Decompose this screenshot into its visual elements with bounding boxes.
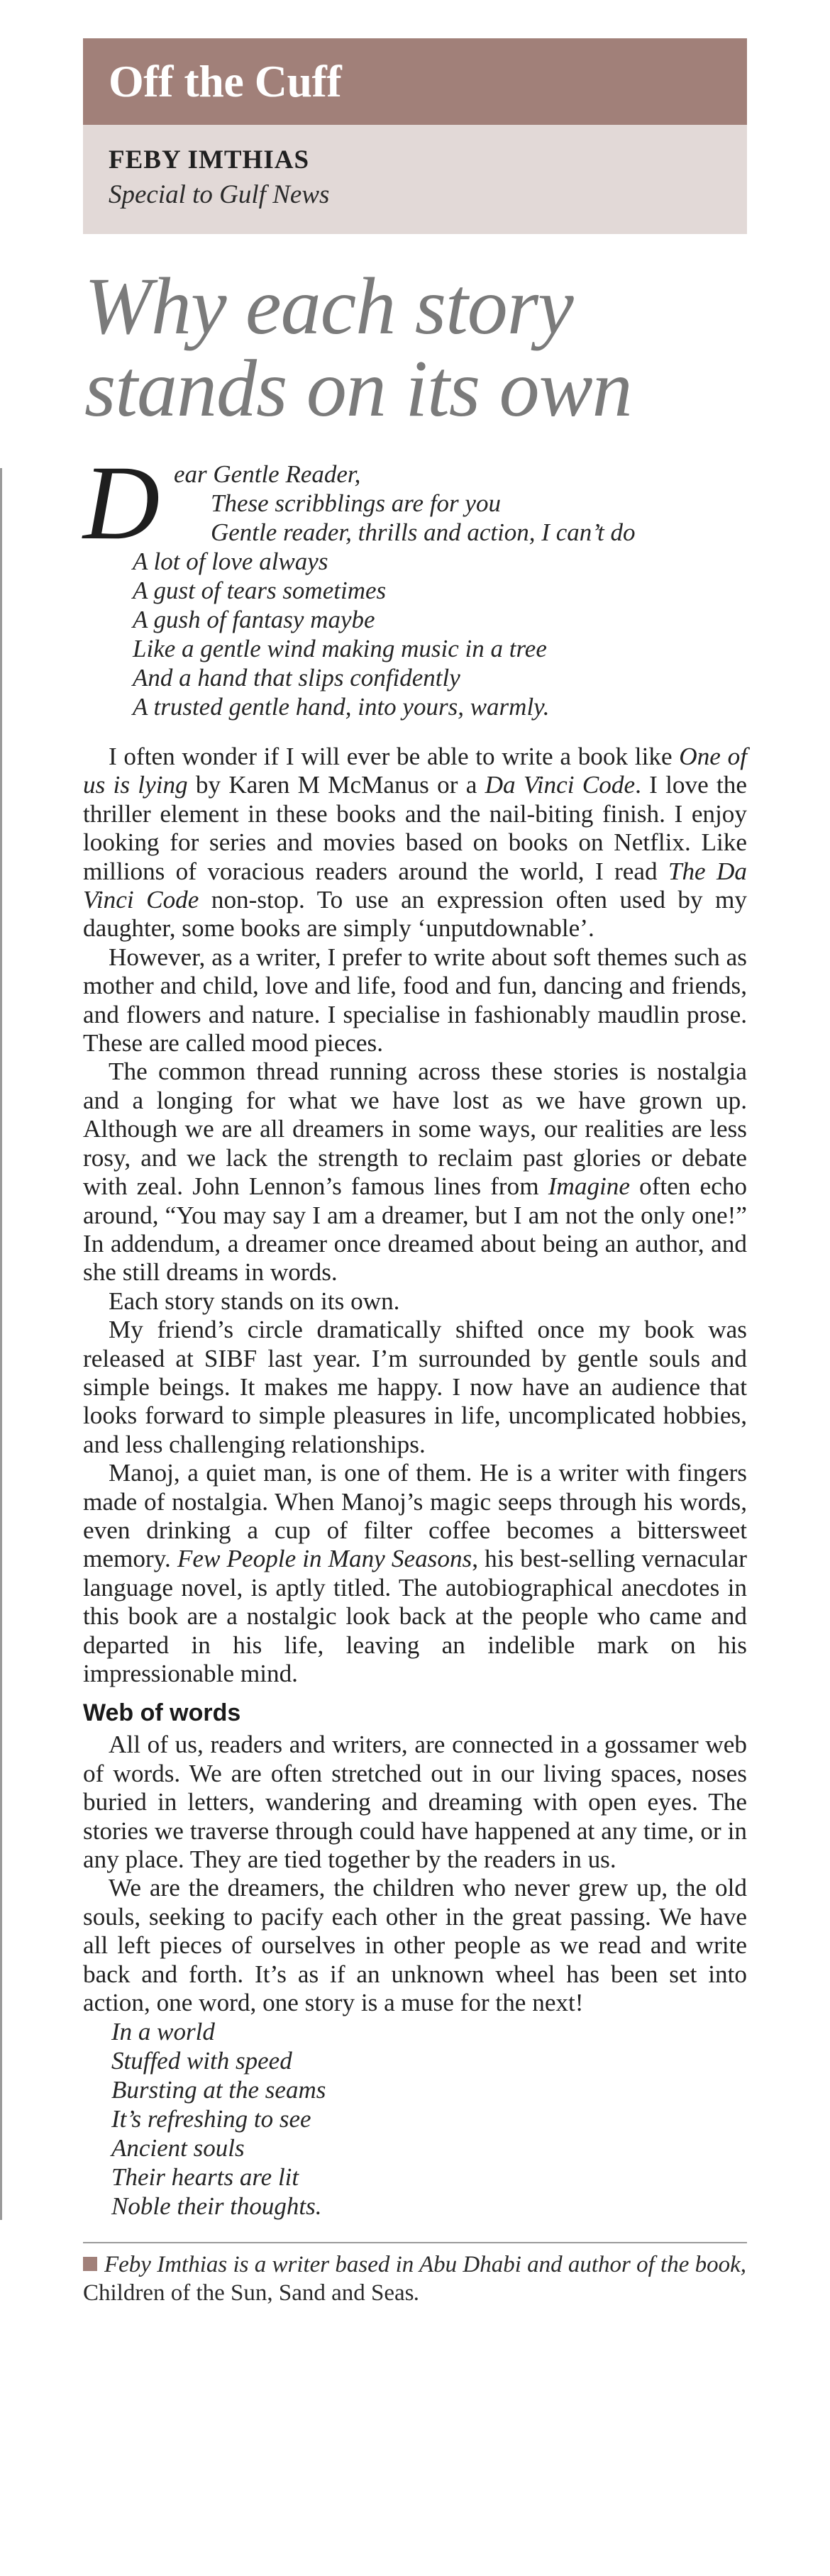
text: . I love the thriller element in these books and the nail-biting finish. I enjoy looking for series and movies based on books on Netflix. Like millions of voracious readers around the world, I read xyxy=(83,771,747,885)
poem-line: In a world xyxy=(111,2018,215,2046)
drop-cap: D xyxy=(83,444,160,562)
book-title: Da Vinci Code xyxy=(485,771,636,799)
book-title: The Da Vinci Code xyxy=(83,857,747,914)
text: The common thread running across these stories is nostalgia and a longing for what we have lost as we have grown up. Although we are all dreamers in some ways, our realities are less rosy, and we lack the strength to reclaim past glories or debate with zeal. John Lennon’s famous lines from xyxy=(83,1057,747,1201)
headline-line-2: stands on its own xyxy=(84,343,632,433)
paragraph xyxy=(83,1057,747,1287)
poem-line: Bursting at the seams xyxy=(111,2076,326,2104)
byline xyxy=(83,125,747,234)
paragraph: My friend’s circle dramatically shifted once my book was released at SIBF last year. I’m surrounded by gentle souls and simple beings. It makes me happy. I now have an audience that looks forward to simple pleasures in life, uncomplicated hobbies, and less challenging relationships. xyxy=(83,1316,747,1458)
poem-line: And a hand that slips confidently xyxy=(133,664,460,692)
bio-text-end: . xyxy=(414,2280,420,2306)
poem-line: A lot of love always xyxy=(133,548,328,575)
text: non-stop. To use an expression often used by my daughter, some books are simply ‘unputdownable’. xyxy=(83,886,748,943)
text: , his best-selling vernacular language novel, is aptly titled. The autobiographical anecdotes in this book are a nostalgic look back at the people who came and departed in his life, leaving an indelible mark on his impressionable mind. xyxy=(83,1545,747,1687)
poem-line: Like a gentle wind making music in a tree xyxy=(133,635,547,662)
text: Manoj, a quiet man, is one of them. He is a writer with fingers made of nostalgia. When Manoj’s magic seeps through his words, even drinking a cup of filter coffee becomes a bittersweet memory. xyxy=(83,1459,747,1573)
author-name: FEBY IMTHIAS xyxy=(109,145,310,174)
poem-line: Noble their thoughts. xyxy=(111,2192,322,2221)
article-body xyxy=(83,743,747,2221)
author-bio xyxy=(83,2242,747,2307)
paragraph xyxy=(83,743,747,943)
headline xyxy=(83,261,747,433)
column-rule xyxy=(0,468,2,2220)
poem-line: Stuffed with speed xyxy=(111,2047,292,2075)
column-banner xyxy=(83,38,747,125)
book-title: Few People in Many Seasons xyxy=(177,1545,472,1573)
book-title: Children of the Sun, Sand and Seas xyxy=(83,2280,414,2306)
headline-line-1: Why each story xyxy=(84,261,573,351)
section-subhead: Web of words xyxy=(83,1699,241,1727)
paragraph: All of us, readers and writers, are connected in a gossamer web of words. We are often stretched out in our living spaces, noses buried in letters, wandering and dreaming with open eyes. The stories we traverse through could have happened at any time, or in any place. They are tied together by the readers in us. xyxy=(83,1731,747,1874)
article xyxy=(83,38,747,2307)
poem-line: ear Gentle Reader, xyxy=(174,460,361,488)
intro-poem xyxy=(83,444,747,721)
text: often echo around, “You may say I am a dreamer, but I am not the only one!” In addendum, a dreamer once dreamed about being an author, and she still dreams in words. xyxy=(83,1172,747,1287)
text: I often wonder if I will ever be able to write a book like xyxy=(109,743,680,770)
author-affiliation: Special to Gulf News xyxy=(109,180,330,209)
paragraph: We are the dreamers, the children who never grew up, the old souls, seeking to pacify each other in the great passing. We have all left pieces of ourselves in other people as we read and write back and forth. It’s as if an unknown wheel has been set into action, one word, one story is a muse for the next! xyxy=(83,1874,747,2017)
book-title: One of us is lying xyxy=(83,743,747,799)
poem-line: A trusted gentle hand, into yours, warmly. xyxy=(133,693,550,721)
song-title: Imagine xyxy=(548,1172,631,1201)
poem-line: A gush of fantasy maybe xyxy=(133,606,375,633)
closing-poem xyxy=(83,2017,747,2221)
poem-line: A gust of tears sometimes xyxy=(133,577,387,604)
paragraph: Each story stands on its own. xyxy=(109,1287,400,1315)
poem-line: These scribblings are for you xyxy=(211,489,501,517)
column-name: Off the Cuff xyxy=(109,56,342,106)
poem-line: Their hearts are lit xyxy=(111,2163,299,2192)
paragraph: However, as a writer, I prefer to write about soft themes such as mother and child, love and life, food and fun, dancing and friends, and flowers and nature. I specialise in fashionably maudlin prose. These are called mood pieces. xyxy=(83,943,747,1057)
text: by Karen M McManus or a xyxy=(187,771,485,799)
poem-line: It’s refreshing to see xyxy=(111,2105,311,2133)
bio-text: Feby Imthias is a writer based in Abu Dhabi and author of the book, xyxy=(104,2252,747,2278)
square-bullet-icon xyxy=(83,2257,97,2271)
poem-line: Ancient souls xyxy=(111,2134,245,2163)
poem-line: Gentle reader, thrills and action, I can’t do xyxy=(211,518,636,546)
paragraph xyxy=(83,1459,747,1688)
